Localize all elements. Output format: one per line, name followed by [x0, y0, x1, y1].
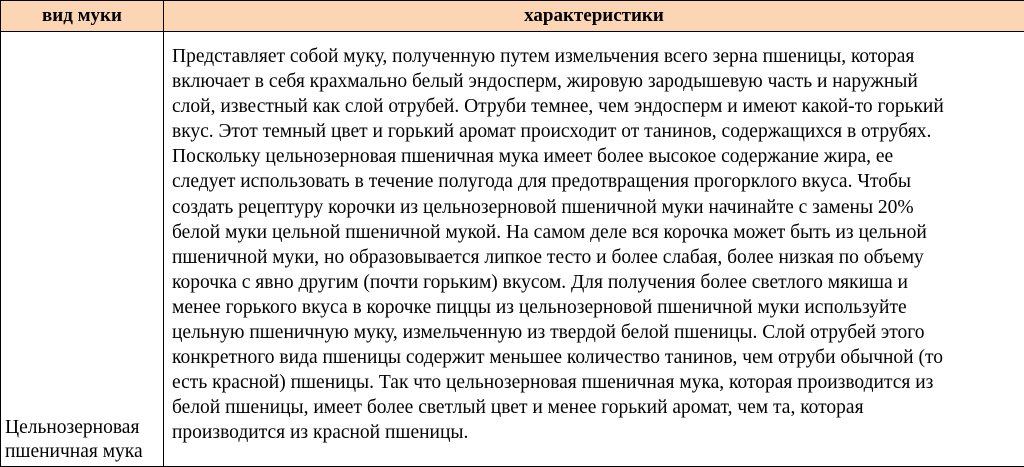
characteristics-cell [164, 32, 1024, 467]
table-row [1, 32, 1024, 467]
header-characteristics: характеристики [164, 1, 1024, 32]
table-header-row [1, 1, 1024, 32]
header-flour-type: вид муки [1, 1, 164, 32]
flour-type-label: Цельнозерновая пшеничная мука [5, 417, 143, 462]
flour-type-cell [1, 32, 164, 467]
characteristics-text: Представляет собой муку, полученную путем измельчения всего зерна пшеницы, которая включает в себя крахмально белый эндосперм, жировую зародышевую часть и наружный слой, известный как слой отрубей. Отруби темнее, чем эндосперм и имеют какой-то горький вкус. Этот темный цвет и горький аромат происходит от танинов, содержащихся в отрубях. Поскольку цельнозерновая пшеничная мука имеет более высокое содержание жира, ее следует использовать в течение полугода для предотвращения прогорклого вкуса. Чтобы создать рецептуру корочки из цельнозерновой пшеничной муки начинайте с замены 20% белой муки цельной пшеничной мукой. На самом деле вся корочка может быть из цельной пшеничной муки, но образовывается липкое тесто и более слабая, более низкая по объему корочка с явно другим (почти горьким) вкусом. Для получения более светлого мякиша и менее горького вкуса в корочке пиццы из цельнозерновой пшеничной муки используйте цельную пшеничную муку, измельченную из твердой белой пшеницы. Слой отрубей этого конкретного вида пшеницы содержит меньшее количество танинов, чем отруби обычной (то есть красной) пшеницы. Так что цельнозерновая пшеничная мука, которая производится из белой пшеницы, имеет более светлый цвет и менее горький аромат, чем та, которая производится из красной пшеницы. [172, 46, 944, 444]
